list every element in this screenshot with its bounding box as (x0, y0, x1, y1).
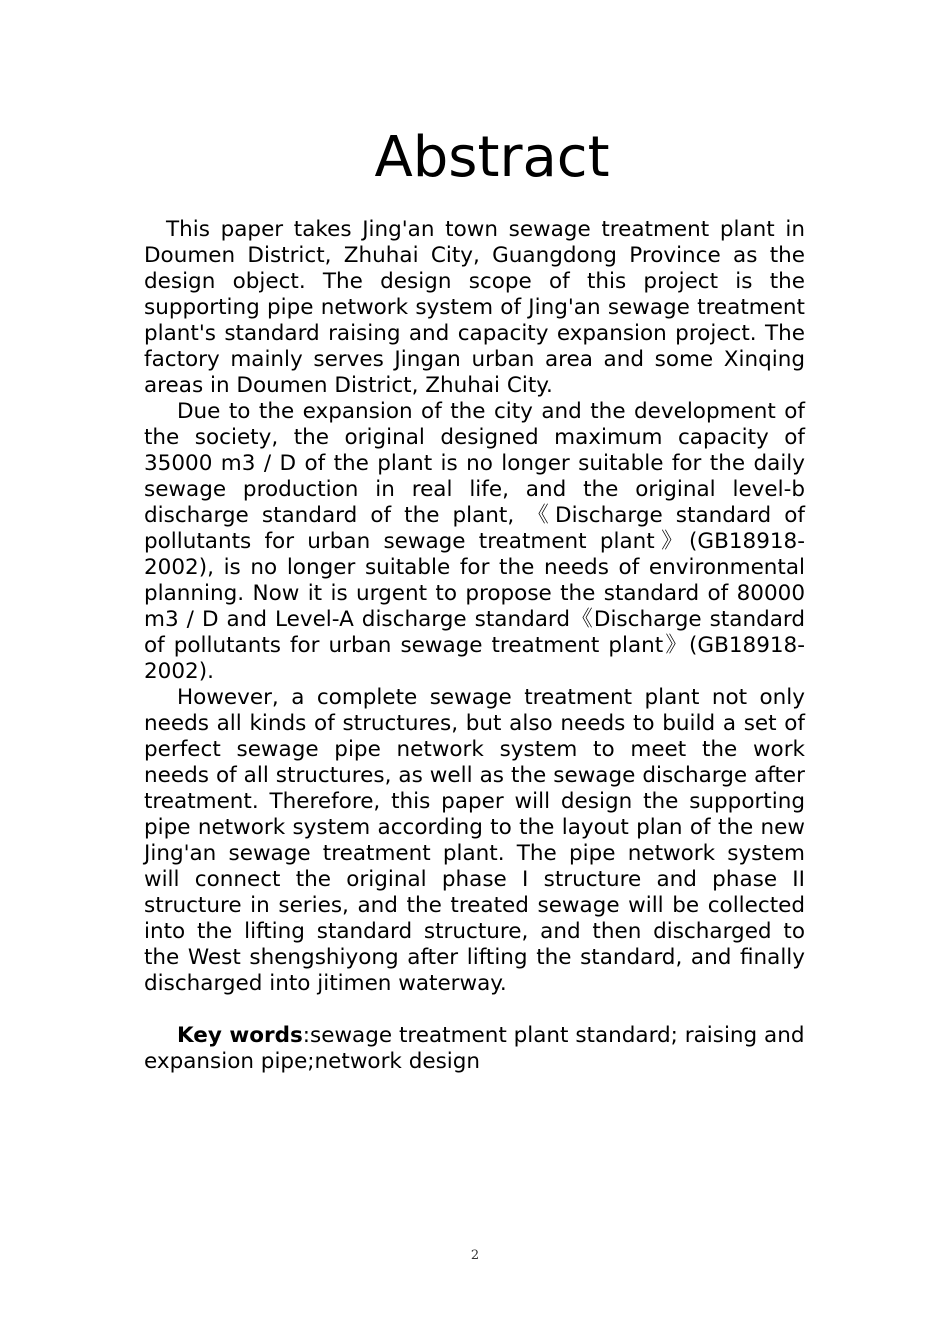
page-number: 2 (470, 1248, 480, 1263)
abstract-title: Abstract (374, 125, 610, 190)
abstract-paragraph-1: This paper takes Jing'an town sewage treatment plant in Doumen District, Zhuhai City, Guangdong Province as the design object. The design scope of this project is the supporting pipe network system of Jing'an sewage treatment plant's standard raising and capacity expansion project. The factory mainly serves Jingan urban area and some Xinqing areas in Doumen District, Zhuhai City. (144, 217, 805, 398)
keywords-label: Key words (177, 1023, 303, 1048)
abstract-paragraph-2: Due to the expansion of the city and the development of the society, the original designed maximum capacity of 35000 m3 / D of the plant is no longer suitable for the daily sewage production in real life, and the original level-b discharge standard of the plant, 《Discharge standard of pollutants for urban sewage treatment plant》(GB18918-2002), is no longer suitable for the needs of environmental planning. Now it is urgent to propose the standard of 80000 m3 / D and Level-A discharge standard《Discharge standard of pollutants for urban sewage treatment plant》(GB18918-2002). (144, 399, 805, 684)
keywords-line (144, 1023, 805, 1075)
abstract-paragraph-3: However, a complete sewage treatment plant not only needs all kinds of structures, but also needs to build a set of perfect sewage pipe network system to meet the work needs of all structures, as well as the sewage discharge after treatment. Therefore, this paper will design the supporting pipe network system according to the layout plan of the new Jing'an sewage treatment plant. The pipe network system will connect the original phase I structure and phase II structure in series, and the treated sewage will be collected into the lifting standard structure, and then discharged to the West shengshiyong after lifting the standard, and finally discharged into jitimen waterway. (144, 685, 805, 996)
abstract-body (144, 217, 805, 1075)
keywords-text: :sewage treatment plant standard; raising and expansion pipe;network design (144, 1023, 805, 1074)
